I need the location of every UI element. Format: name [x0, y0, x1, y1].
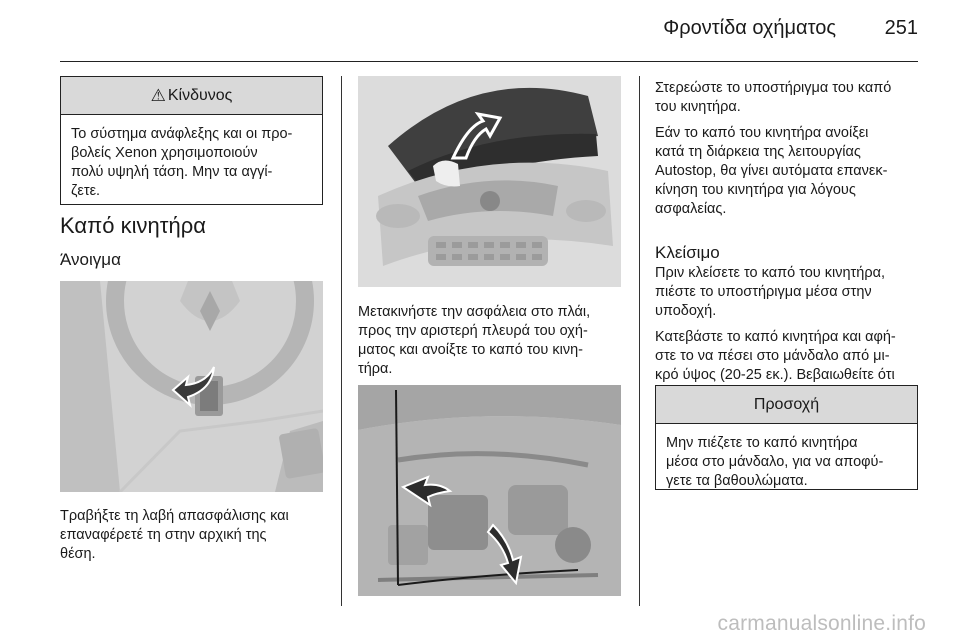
text-line: πιέστε το υποστήριγμα μέσα στην [655, 284, 872, 300]
text-line: πολύ υψηλή τάση. Μην τα αγγί- [71, 164, 273, 180]
text-line: κίνηση του κινητήρα για λόγους [655, 182, 856, 198]
page-header [60, 0, 918, 62]
paragraph-prop-rod [655, 79, 925, 117]
text-line: Το σύστημα ανάφλεξης και οι προ- [71, 126, 293, 142]
text-line: τήρα. [358, 361, 393, 377]
caption-hood [358, 303, 628, 379]
text-line: επαναφέρετέ τη στην αρχική της [60, 527, 267, 543]
text-line: γετε τα βαθουλώματα. [666, 473, 808, 489]
column-divider-right [639, 76, 640, 606]
danger-box [60, 76, 323, 205]
text-line: κρό ύψος (20-25 εκ.). Βεβαιωθείτε ότι [655, 367, 895, 383]
column-divider-left [341, 76, 342, 606]
subsection-opening-title: Άνοιγμα [60, 250, 121, 269]
text-line: του κινητήρα. [655, 99, 741, 115]
text-line: Στερεώστε το υποστήριγμα του καπό [655, 80, 892, 96]
text-line: Πριν κλείσετε το καπό του κινητήρα, [655, 265, 885, 281]
text-line: Κατεβάστε το καπό κινητήρα και αφή- [655, 329, 896, 345]
figure-release-lever [60, 281, 323, 492]
text-line: στε το να πέσει στο μάνδαλο από μι- [655, 348, 890, 364]
text-line: Τραβήξτε τη λαβή απασφάλισης και [60, 508, 289, 524]
figure-hood-opening [358, 76, 621, 287]
caution-box-text [656, 424, 917, 501]
text-line: ζετε. [71, 183, 101, 199]
text-line: υποδοχή. [655, 303, 717, 319]
text-line: κατά τη διάρκεια της λειτουργίας [655, 144, 861, 160]
section-title: Καπό κινητήρα [60, 213, 206, 238]
figure-engine-bay [358, 385, 621, 596]
warning-triangle-icon: ⚠ [150, 85, 166, 105]
paragraph-autostop [655, 124, 925, 219]
text-line: προς την αριστερή πλευρά του οχή- [358, 323, 588, 339]
caution-box-title: Προσοχή [753, 395, 820, 413]
text-line: ασφαλείας. [655, 201, 727, 217]
text-line: Μην πιέζετε το καπό κινητήρα [666, 435, 858, 451]
caution-box-header [656, 386, 917, 424]
danger-box-title: Κίνδυνος [167, 86, 233, 104]
caption-lever [60, 507, 330, 564]
header-title: Φροντίδα οχήματος [663, 17, 836, 39]
right-column-text [655, 79, 925, 226]
watermark: carmanualsonline.info [717, 612, 926, 635]
page-number: 251 [884, 17, 918, 39]
text-line: Εάν το καπό του κινητήρα ανοίξει [655, 125, 869, 141]
paragraph-press-rod [655, 264, 925, 321]
subsection-closing-title: Κλείσιμο [655, 243, 720, 262]
text-line: βολείς Xenon χρησιμοποιούν [71, 145, 258, 161]
danger-box-text [61, 115, 322, 211]
text-line: μέσα στο μάνδαλο, για να αποφύ- [666, 454, 884, 470]
text-line: Μετακινήστε την ασφάλεια στο πλάι, [358, 304, 591, 320]
text-line: ματος και ανοίξτε το καπό του κινη- [358, 342, 584, 358]
text-line: Autostop, θα γίνει αυτόματα επανεκ- [655, 163, 888, 179]
text-line: θέση. [60, 546, 96, 562]
caution-box [655, 385, 918, 490]
danger-box-header [61, 77, 322, 115]
